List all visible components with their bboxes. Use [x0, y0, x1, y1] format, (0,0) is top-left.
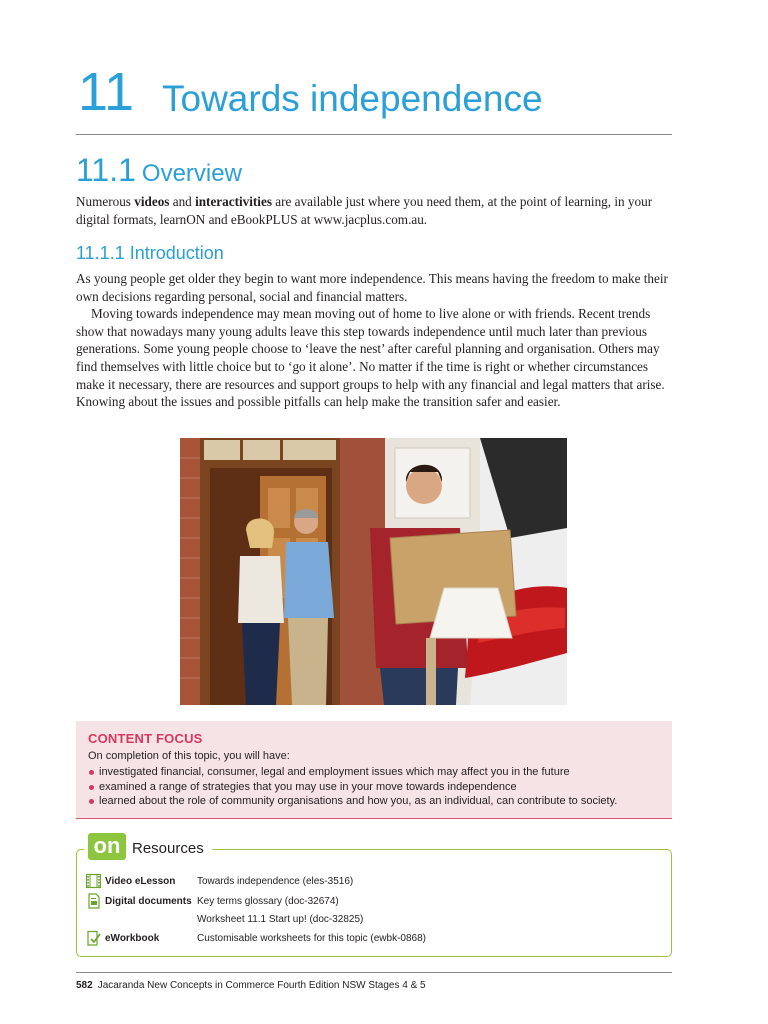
- film-icon: [86, 873, 101, 889]
- content-focus-box: [76, 721, 672, 819]
- overview-bold-videos: videos: [134, 194, 170, 209]
- content-focus-list: [88, 765, 617, 809]
- book-title: Jacaranda New Concepts in Commerce Fourth Edition NSW Stages 4 & 5: [97, 980, 426, 991]
- learnon-badge: on: [88, 833, 126, 860]
- chapter-heading: [76, 62, 672, 135]
- page-number: 582: [76, 980, 93, 991]
- content-focus-item: examined a range of strategies that you may use in your move towards independence: [88, 780, 617, 795]
- content-focus-item: learned about the role of community organisations and how you, as an individual, can contribute to society.: [88, 794, 617, 809]
- section-number: 11.1: [76, 152, 136, 188]
- document-icon: [86, 893, 101, 909]
- resource-link[interactable]: Towards independence (eles-3516): [197, 876, 354, 887]
- overview-text-mid: and: [169, 194, 196, 209]
- resource-link[interactable]: Worksheet 11.1 Start up! (doc-32825): [197, 914, 364, 925]
- resource-type-label: eWorkbook: [105, 933, 160, 944]
- moving-out-photo: [180, 438, 567, 705]
- resource-type-label: Video eLesson: [105, 876, 176, 887]
- workbook-icon: [86, 930, 101, 946]
- chapter-number: 11: [78, 62, 135, 122]
- content-focus-item: investigated financial, consumer, legal and employment issues which may affect you in the future: [88, 765, 617, 780]
- page-footer: [76, 980, 426, 991]
- content-focus-intro: On completion of this topic, you will have:: [88, 750, 290, 762]
- footer-divider: [76, 972, 672, 973]
- section-heading: [76, 152, 242, 189]
- overview-paragraph: [76, 193, 676, 229]
- subsection-title: 11.1.1 Introduction: [76, 243, 224, 263]
- resources-title: Resources: [132, 840, 204, 857]
- overview-bold-interactivities: interactivities: [195, 194, 272, 209]
- overview-text-end: are available just where you need them, at the point of learning, in your digital formats, learnON and eBookPLUS at www.jacplus.com.au.: [76, 194, 653, 227]
- section-title: Overview: [141, 160, 242, 187]
- overview-text-start: Numerous: [76, 194, 135, 209]
- body-paragraph-1: As young people get older they begin to want more independence. This means having the freedom to make their own decisions regarding personal, social and financial matters.: [76, 271, 668, 304]
- resource-link[interactable]: Key terms glossary (doc-32674): [197, 896, 339, 907]
- introduction-body: [76, 270, 672, 411]
- body-paragraph-2: Moving towards independence may mean moving out of home to live alone or with friends. Recent trends show that nowadays many young adults leave this step towards independence until much later than previous generations. Some young people choose to ‘leave the nest’ after careful planning and organisation. Others may find themselves with little choice but to ‘go it alone’. No matter if the time is right or whether circumstances make it necessary, there are resources and support groups to help with any financial and legal matters that arise. Knowing about the issues and possible pitfalls can help make the transition safer and easier.: [76, 306, 665, 410]
- resource-type-label: Digital documents: [105, 896, 192, 907]
- resource-link[interactable]: Customisable worksheets for this topic (ewbk-0868): [197, 933, 426, 944]
- chapter-title: Towards independence: [162, 78, 543, 119]
- content-focus-title: CONTENT FOCUS: [88, 731, 203, 746]
